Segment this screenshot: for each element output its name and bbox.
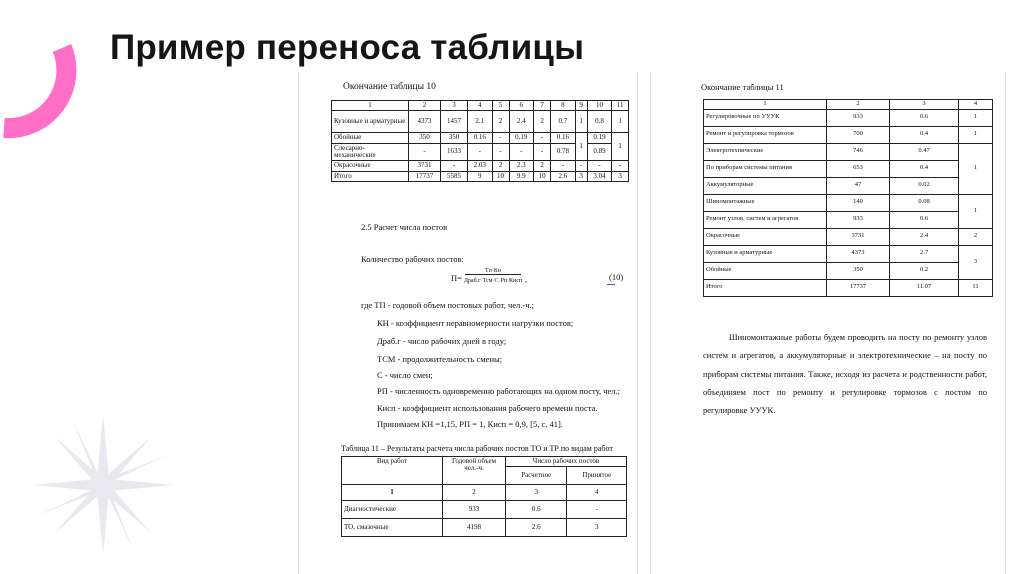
star-decoration: [28, 410, 178, 560]
pink-arc-decoration: [0, 0, 110, 160]
table10-caption: Окончание таблицы 10: [343, 82, 436, 92]
where-line-6: РП - численность одновременно работающих на одном посту, чел.;: [377, 386, 621, 396]
conclusion-paragraph: Шиномонтажные работы будем проводить на посту по ремонту узлов систем и агрегатов, а аккумуляторные и электротехнические – на посту по приборам системы питания. Также, исходя из расчета и родственности работ, объединяем пост по ремонту и регулировке тормозов с постом по регулировке УУУК.: [703, 332, 987, 416]
where-line-3: Драб.г - число рабочих дней в году;: [377, 336, 507, 346]
table-row: Ремонт и регулировка тормозов 700 0.4 1: [704, 126, 993, 143]
table11-end-caption: Окончание таблицы 11: [701, 82, 784, 92]
table-row: 1 2 3 4: [704, 100, 993, 110]
table-row: Окрасочные 3731 - 2.03 2 2.3 2 - - - -: [332, 161, 629, 171]
table11-continued: [703, 99, 993, 297]
where-line-1: где ТП - годовой объем постовых работ, чел.-ч.;: [361, 300, 535, 310]
table-row: Обойные 350 0.2: [704, 262, 993, 279]
table-row: По приборам системы питания 653 0.4: [704, 160, 993, 177]
table-row: ТО, смазочные 4198 2.6 3: [342, 519, 627, 537]
where-line-7: Кисп - коэффициент использования рабочего времени поста.: [377, 403, 598, 413]
where-line-4: ТСМ - продолжительность смены;: [377, 354, 503, 364]
table-row: Аккумуляторные 47 0.02: [704, 177, 993, 194]
table-row: Вид работ Годовой объем чел.-ч. Число рабочих постов: [342, 457, 627, 467]
table-row: 1 2 3 4 5 6 7 8 9 10 11: [332, 101, 629, 111]
table-row: Слесарно-механические - 1633 - - - - 0.78 0.89: [332, 143, 629, 161]
table-row: Обойные 350 350 0.16 - 0.19 - 0.16 1 0.19 1: [332, 133, 629, 143]
table-row: Шиномонтажные 140 0.08 1: [704, 194, 993, 211]
table-row: Итого 17737 11.07 11: [704, 279, 993, 296]
table-row: Итого 17737 5585 9 10 9.9 10 2.6 3 3.04 3: [332, 171, 629, 181]
where-line-8: Принимаем КН =1,15, РП = 1, Кисп = 0,9, [5, с. 41].: [377, 419, 563, 429]
where-line-2: КН - коэффициент неравномерности нагрузки постов;: [377, 318, 574, 328]
table11-caption: Таблица 11 – Результаты расчета числа рабочих постов ТО и ТР по видам работ: [341, 444, 613, 453]
table-row: Электротехнические 746 0.47 1: [704, 143, 993, 160]
table-row: 1 2 3 4: [342, 485, 627, 501]
document-page-right: [650, 72, 1006, 574]
where-line-5: С - число смен;: [377, 370, 433, 380]
section-heading: 2.5 Расчет числа постов: [361, 222, 448, 232]
table-row: Окрасочные 3731 2.4 2: [704, 228, 993, 245]
slide-title: Пример переноса таблицы: [110, 28, 585, 67]
table11: [341, 456, 627, 537]
table-row: Диагностические 933 0.6 -: [342, 501, 627, 519]
intro-text: Количество рабочих постов:: [361, 254, 464, 264]
table10: [331, 100, 629, 182]
formula-mark: [607, 284, 615, 285]
document-page-left: Окончание таблицы 10 1 2 3 4 5 6 7 8 9 10 11 Кузовные и арматурные 4373 1457 2.1 2 2.4 2 0.7 1 0.8 1 Обойные 350 350 0.16 - 0.19 - 0.16 1 0.19 1 Слесарно-механические - 1633 - - - - 0.78 0.89 Окрасочные 3731 - 2.03 2 2.3 2 - - - - Итого 17737 5585 9 10 9.9 10 2.6 3 3.04 3 2.5 Расчет числа постов Количество рабочих постов: П= Tп·Кн Драб.г·Тсм·С·Рп·Кисп , (10) где ТП - годовой объем постовых работ, чел.-ч.; КН - коэффициент неравномерности нагрузки постов; Драб.г - число рабочих дней в году; ТСМ - продолжительность смены; С - число смен; РП - численность одновременно работающих на одном посту, чел.; Кисп - коэффициент использования рабочего времени поста. Принимаем КН =1,15, РП = 1, Кисп = 0,9, [5, с. 41]. Таблица 11 – Результаты расчета числа рабочих постов ТО и ТР по видам работ Вид работ Годовой объем чел.-ч. Число рабочих постов Расчетное Принятое 1 2 3 4 Диагностические 933 0.6 - ТО, смазочные 4198 2.6 3: [298, 72, 638, 574]
formula-number: (10): [609, 272, 624, 282]
table-row: Кузовные и арматурные 4373 1457 2.1 2 2.4 2 0.7 1 0.8 1: [332, 111, 629, 133]
table-row: Кузовные и арматурные 4373 2.7 3: [704, 245, 993, 262]
table-row: Регулировочные по УУУК 933 0.6 1: [704, 109, 993, 126]
table-row: Ремонт узлов, систем и агрегатов 933 0.6: [704, 211, 993, 228]
table-row: Расчетное Принятое: [342, 467, 627, 485]
